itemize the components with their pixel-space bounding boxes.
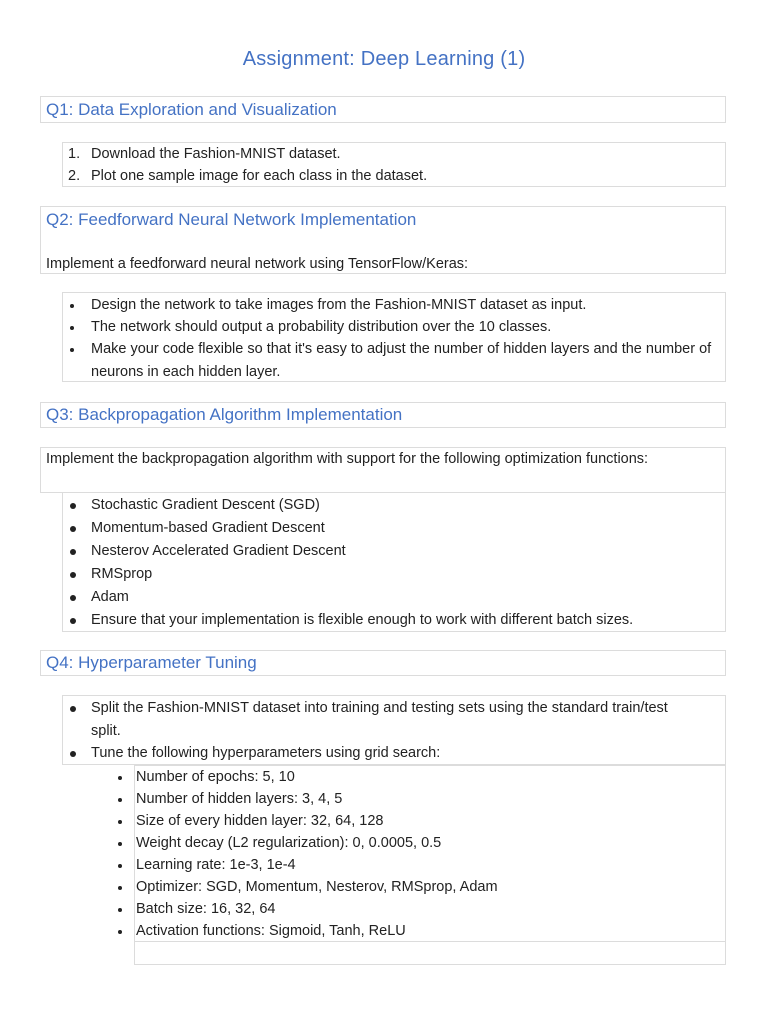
q1-item [63, 143, 723, 166]
q4-subitem-text: Size of every hidden layer: 32, 64, 128 [136, 813, 384, 829]
bullet-icon [70, 549, 76, 555]
q1-item-number: 2. [68, 168, 81, 184]
q4-subitem [135, 788, 723, 810]
q1-item [63, 165, 723, 188]
q4-subitem [135, 766, 723, 788]
bullet-icon [118, 864, 122, 868]
q1-heading-box [40, 96, 726, 123]
bullet-icon [118, 930, 122, 934]
q1-item-number: 1. [68, 146, 81, 162]
q3-bullet-text: Stochastic Gradient Descent (SGD) [91, 497, 320, 513]
bullet-icon [70, 348, 74, 352]
q3-bullet-item [63, 540, 723, 563]
q3-intro: Implement the backpropagation algorithm with support for the following optimization functions: [46, 451, 649, 467]
q2-heading: Q2: Feedforward Neural Network Implementation [46, 210, 417, 229]
q4-subitem-text: Optimizer: SGD, Momentum, Nesterov, RMSprop, Adam [136, 879, 498, 895]
q4-bullet-text: Split the Fashion-MNIST dataset into training and testing sets using the standard train/test split. [91, 700, 668, 739]
q4-heading: Q4: Hyperparameter Tuning [46, 653, 257, 672]
q3-bullet-text: RMSprop [91, 566, 153, 582]
q4-subitem [135, 898, 723, 920]
q3-list-box [62, 492, 726, 632]
q4-bullet-text: Tune the following hyperparameters using grid search: [91, 745, 441, 761]
q4-subitem [135, 810, 723, 832]
q2-bullet-text: Design the network to take images from the Fashion-MNIST dataset as input. [91, 297, 587, 313]
bullet-icon [70, 595, 76, 601]
q2-bullet-item [63, 338, 723, 383]
q2-bullet-text: The network should output a probability distribution over the 10 classes. [91, 319, 552, 335]
q2-bullet-item [63, 316, 723, 339]
q3-bullet-item [63, 494, 723, 517]
q2-list-box [62, 292, 726, 382]
q4-subitem [135, 876, 723, 898]
q4-subitem-text: Weight decay (L2 regularization): 0, 0.0005, 0.5 [136, 835, 442, 851]
bullet-icon [118, 886, 122, 890]
q4-subitem-text: Batch size: 16, 32, 64 [136, 901, 276, 917]
q3-bullet-item [63, 563, 723, 586]
q1-item-text: Download the Fashion-MNIST dataset. [91, 146, 341, 162]
q3-bullet-item [63, 586, 723, 609]
q2-bullet-item [63, 294, 723, 317]
q3-bullet-text: Adam [91, 589, 129, 605]
q4-subitem [135, 832, 723, 854]
q4-subitem-text: Learning rate: 1e-3, 1e-4 [136, 857, 296, 873]
q4-subitem [135, 854, 723, 876]
q4-heading-box [40, 650, 726, 676]
q4-subitem-text: Number of epochs: 5, 10 [136, 769, 295, 785]
bullet-icon [70, 572, 76, 578]
bullet-icon [118, 798, 122, 802]
bullet-icon [118, 908, 122, 912]
bullet-icon [118, 842, 122, 846]
q4-bullet-item [63, 697, 723, 742]
bullet-icon [70, 706, 76, 712]
bullet-icon [118, 820, 122, 824]
q3-intro-box [40, 447, 726, 493]
q2-heading-box [40, 206, 726, 274]
bullet-icon [118, 776, 122, 780]
q1-heading: Q1: Data Exploration and Visualization [46, 100, 337, 119]
q4-subitem-text: Number of hidden layers: 3, 4, 5 [136, 791, 343, 807]
q1-item-text: Plot one sample image for each class in the dataset. [91, 168, 428, 184]
bullet-icon [70, 304, 74, 308]
q3-bullet-text: Momentum-based Gradient Descent [91, 520, 325, 536]
bullet-icon [70, 526, 76, 532]
q3-bullet-item [63, 517, 723, 540]
page-title: Assignment: Deep Learning (1) [242, 48, 526, 70]
q4-bullet-item [63, 742, 723, 765]
bullet-icon [70, 326, 74, 330]
bullet-icon [70, 751, 76, 757]
q1-list-box [62, 142, 726, 187]
q3-heading-box [40, 402, 726, 428]
q4-subitem-text: Activation functions: Sigmoid, Tanh, ReLU [136, 923, 406, 939]
q2-bullet-text: Make your code flexible so that it's easy to adjust the number of hidden layers and the number of neurons in each hidden layer. [91, 341, 712, 380]
q4-list-box [62, 695, 726, 765]
q3-heading: Q3: Backpropagation Algorithm Implementation [46, 405, 403, 424]
bullet-icon [70, 618, 76, 624]
bullet-icon [70, 503, 76, 509]
q3-bullet-text: Ensure that your implementation is flexible enough to work with different batch sizes. [91, 612, 634, 628]
q4-subitem [135, 920, 723, 942]
q2-intro: Implement a feedforward neural network using TensorFlow/Keras: [46, 256, 469, 272]
q4-sublist-box [134, 765, 726, 942]
empty-table-row [134, 941, 726, 965]
q3-bullet-item [63, 609, 723, 632]
q3-bullet-text: Nesterov Accelerated Gradient Descent [91, 543, 346, 559]
